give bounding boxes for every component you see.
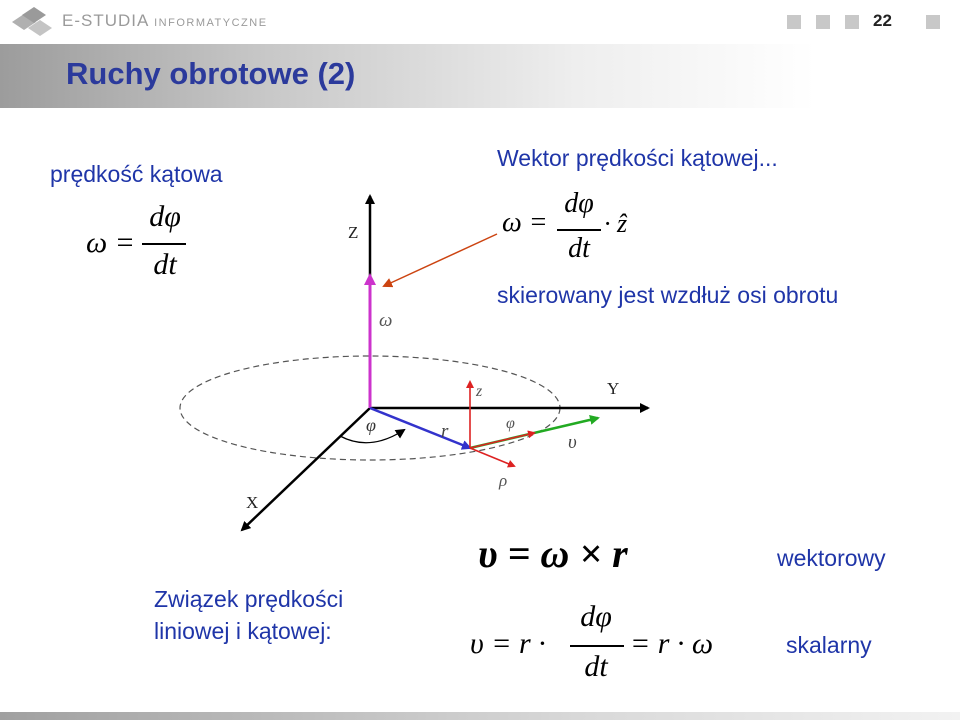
page-number: 22: [873, 11, 892, 30]
eq4-lhs: υ = r ·: [470, 627, 546, 660]
axis-x-label: X: [246, 493, 259, 512]
eq1-denominator: dt: [153, 248, 177, 281]
bottom-bar: [0, 712, 960, 720]
relation-line-1: Związek prędkości: [154, 586, 344, 612]
rho-hat-arrow: [470, 448, 514, 466]
z-hat-label: z: [476, 383, 483, 400]
eq2-numerator: dφ: [564, 188, 594, 219]
brand-sub: INFORMATYCZNE: [154, 17, 268, 29]
velocity-vector-equation: υ = ω × r: [478, 531, 628, 576]
vector-direction-text: skierowany jest wzdłuż osi obrotu: [497, 282, 839, 308]
brand-main: E-STUDIA: [62, 11, 155, 30]
axis-z-label: Z: [348, 223, 359, 242]
eq2-denominator: dt: [568, 233, 590, 264]
eq4-denominator: dt: [584, 650, 608, 683]
relation-line-2: liniowej i kątowej:: [154, 618, 332, 644]
radius-vector-arrow: [370, 408, 470, 448]
rho-hat-label: ρ: [499, 471, 508, 490]
eq2-rhs: · ẑ: [604, 209, 628, 238]
phi-angle-label: φ: [366, 415, 376, 435]
pointer-arrow: [384, 234, 497, 286]
axis-x: [242, 408, 370, 530]
eq4-rhs: = r · ω: [630, 627, 714, 660]
scalar-form-label: skalarny: [786, 632, 872, 658]
axis-y-label: Y: [607, 379, 620, 398]
eq4-numerator: dφ: [580, 600, 612, 633]
vector-form-label: wektorowy: [777, 545, 886, 571]
omega-label: ω: [379, 310, 393, 331]
eq1-lhs: ω =: [86, 226, 135, 259]
velocity-label: υ: [568, 432, 577, 453]
angular-speed-label: prędkość kątowa: [50, 161, 223, 187]
phi-hat-label: φ: [506, 415, 515, 432]
vector-title: Wektor prędkości kątowej...: [497, 145, 778, 171]
slide-title: Ruchy obrotowe (2): [66, 56, 356, 91]
eq2-lhs: ω =: [502, 207, 548, 238]
eq1-numerator: dφ: [149, 200, 181, 233]
r-label: r: [441, 421, 449, 442]
